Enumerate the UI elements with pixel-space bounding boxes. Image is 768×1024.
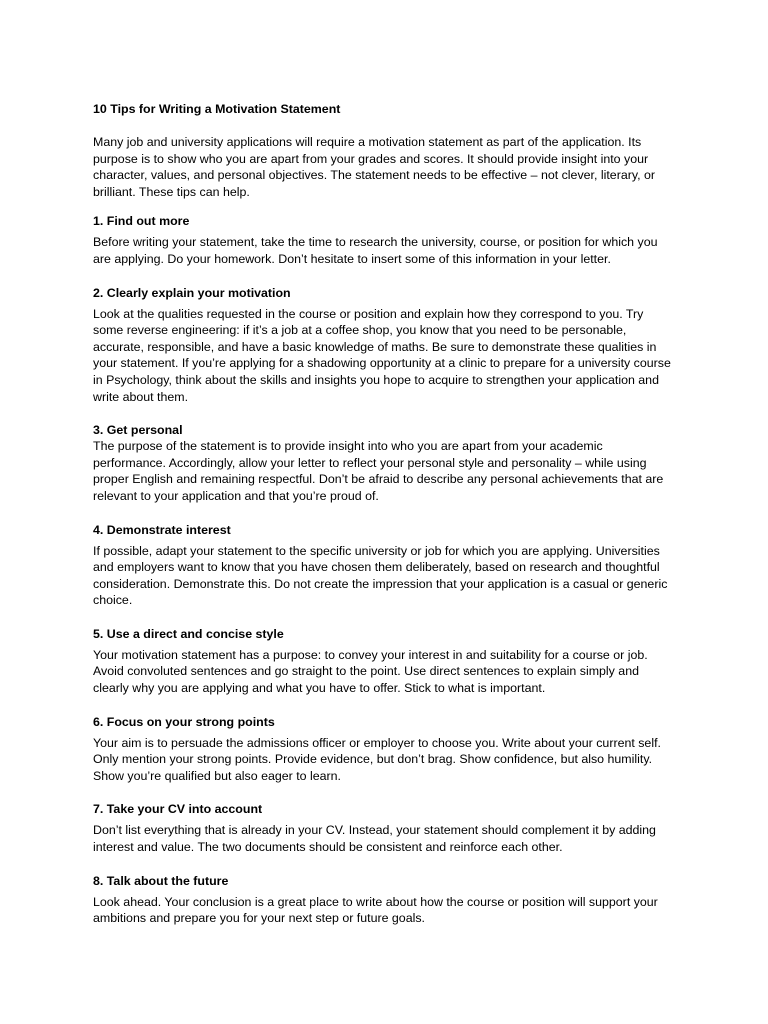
tip-body: The purpose of the statement is to provide insight into who you are apart from your academic performance. Accordingly, allow your letter to reflect your personal style and personality – while using proper English and remaining respectful. Don’t be afraid to describe any personal achievements that are relevant to your application and that you’re proud of.	[93, 439, 664, 503]
document-page	[93, 101, 677, 944]
tip-heading: 8. Talk about the future	[93, 873, 229, 888]
tip-heading: 2. Clearly explain your motivation	[93, 285, 291, 300]
tip-body: Look at the qualities requested in the course or position and explain how they correspond to you. Try some reverse engineering: if it’s a job at a coffee shop, you know that you need to be personable, accurate, responsible, and have a basic knowledge of maths. Be sure to demonstrate these qualities in your statement. If you’re applying for a shadowing opportunity at a clinic to prepare for a university course in Psychology, think about the skills and insights you hope to acquire to strengthen your application and write about them.	[93, 306, 671, 404]
tip-heading: 6. Focus on your strong points	[93, 714, 275, 729]
intro-paragraph: Many job and university applications will require a motivation statement as part of the application. Its purpose is to show who you are apart from your grades and scores. It should provide insight into your character, values, and personal objectives. The statement needs to be effective – not clever, literary, or brilliant. These tips can help.	[93, 135, 656, 199]
tip-heading: 5. Use a direct and concise style	[93, 626, 284, 641]
tip-heading: 7. Take your CV into account	[93, 802, 263, 817]
tip-section	[93, 422, 677, 504]
tip-heading: 3. Get personal	[93, 423, 183, 438]
tip-section	[93, 522, 677, 609]
tip-section	[93, 873, 677, 927]
tip-body: Before writing your statement, take the time to research the university, course, or position for which you are applying. Do your homework. Don’t hesitate to insert some of this information in your letter.	[93, 235, 658, 266]
tip-body: Don’t list everything that is already in your CV. Instead, your statement should complement it by adding interest and value. The two documents should be consistent and reinforce each other.	[93, 823, 656, 855]
tip-section	[93, 213, 677, 267]
tip-body: If possible, adapt your statement to the specific university or job for which you are applying. Universities and employers want to know that you have chosen them deliberately, based on research and thoughtful consideration. Demonstrate this. Do not create the impression that your application is a casual or generic choice.	[93, 543, 668, 608]
document-title: 10 Tips for Writing a Motivation Statement	[93, 102, 341, 116]
tip-heading: 1. Find out more	[93, 214, 190, 229]
tip-section	[93, 714, 677, 785]
tip-heading: 4. Demonstrate interest	[93, 522, 231, 537]
tip-body: Look ahead. Your conclusion is a great place to write about how the course or position will support your ambitions and prepare you for your next step or future goals.	[93, 894, 658, 926]
tip-section	[93, 285, 677, 406]
tip-section	[93, 626, 677, 697]
tip-body: Your aim is to persuade the admissions officer or employer to choose you. Write about your current self. Only mention your strong points. Provide evidence, but don’t brag. Show confidence, but also humility. Show you’re qualified but also eager to learn.	[93, 735, 661, 783]
tip-body: Your motivation statement has a purpose: to convey your interest in and suitability for a course or job. Avoid convoluted sentences and go straight to the point. Use direct sentences to explain simply and clearly why you are applying and what you have to offer. Stick to what is important.	[93, 647, 648, 696]
tip-section	[93, 801, 677, 855]
